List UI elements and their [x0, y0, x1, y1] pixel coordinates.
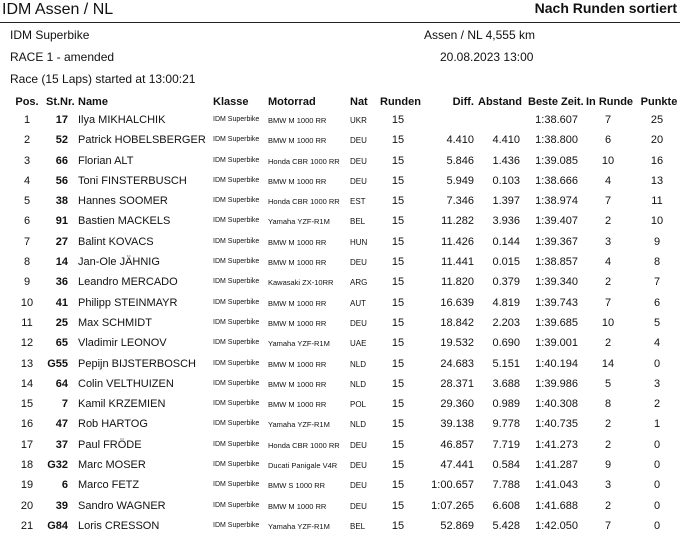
cell-inlap: 7: [604, 195, 612, 208]
cell-bike: BMW M 1000 RR: [268, 258, 327, 268]
table-row: [0, 517, 680, 537]
cell-nat: DEU: [350, 136, 367, 146]
header-laps: Runden: [380, 96, 421, 108]
cell-gap: 0.584: [492, 459, 520, 472]
cell-pos: 2: [23, 134, 31, 147]
cell-best: 1:39.685: [535, 316, 578, 329]
cell-nat: DEU: [350, 461, 367, 471]
cell-stnr: 56: [55, 174, 68, 187]
cell-nat: UAE: [350, 339, 367, 349]
cell-bike: BMW M 1000 RR: [268, 136, 327, 146]
cell-stnr: 25: [55, 316, 68, 329]
cell-inlap: 5: [604, 377, 612, 390]
cell-nat: POL: [350, 400, 367, 410]
header-name: Name: [78, 96, 108, 108]
cell-pos: 1: [23, 114, 31, 126]
cell-stnr: 38: [55, 195, 68, 208]
cell-laps: 15: [391, 276, 405, 289]
cell-inlap: 3: [604, 479, 612, 492]
cell-bike: Yamaha YZF-R1M: [268, 420, 330, 430]
cell-inlap: 4: [604, 256, 612, 269]
cell-diff: 47.441: [440, 459, 474, 472]
cell-points: 7: [653, 276, 661, 289]
cell-class: IDM Superbike: [213, 197, 260, 205]
cell-name: Sandro WAGNER: [78, 499, 166, 512]
cell-class: IDM Superbike: [213, 440, 260, 448]
cell-points: 3: [653, 377, 661, 390]
cell-pos: 7: [23, 235, 31, 248]
cell-class: IDM Superbike: [213, 318, 260, 326]
header-class: Klasse: [213, 96, 249, 108]
cell-stnr: 36: [55, 276, 68, 289]
cell-nat: DEU: [350, 176, 367, 186]
cell-stnr: 39: [55, 499, 68, 512]
cell-nat: DEU: [350, 258, 367, 268]
cell-laps: 15: [391, 235, 405, 248]
cell-inlap: 2: [604, 215, 612, 228]
cell-inlap: 8: [604, 398, 612, 411]
cell-diff: 16.639: [440, 296, 474, 309]
cell-best: 1:40.194: [535, 357, 578, 370]
cell-bike: BMW M 1000 RR: [268, 116, 327, 125]
cell-class: IDM Superbike: [213, 461, 260, 469]
cell-name: Leandro MERCADO: [78, 276, 178, 289]
cell-bike: Yamaha YZF-R1M: [268, 217, 330, 227]
cell-points: 0: [653, 438, 661, 451]
cell-stnr: 64: [55, 377, 68, 390]
cell-gap: 7.719: [492, 438, 520, 451]
track-info: Assen / NL 4,555 km: [424, 28, 535, 42]
cell-laps: 15: [391, 134, 405, 147]
cell-name: Loris CRESSON: [78, 519, 160, 532]
cell-pos: 15: [20, 398, 34, 411]
cell-class: IDM Superbike: [213, 217, 260, 225]
cell-bike: Kawasaki ZX-10RR: [268, 278, 334, 288]
header-gap: Abstand: [478, 96, 522, 108]
cell-diff: 39.138: [440, 418, 474, 431]
cell-best: 1:39.743: [535, 296, 578, 309]
cell-gap: 0.690: [492, 337, 520, 350]
cell-laps: 15: [391, 499, 405, 512]
cell-gap: 0.379: [492, 276, 520, 289]
cell-stnr: 37: [55, 438, 68, 451]
cell-name: Hannes SOOMER: [78, 195, 168, 208]
cell-inlap: 2: [604, 499, 612, 512]
header-nat: Nat: [350, 96, 368, 108]
cell-pos: 19: [20, 479, 34, 492]
cell-name: Rob HARTOG: [78, 418, 148, 431]
cell-laps: 15: [391, 256, 405, 269]
cell-class: IDM Superbike: [213, 176, 260, 184]
cell-stnr: 7: [61, 398, 68, 411]
cell-stnr: 6: [61, 479, 68, 492]
cell-class: IDM Superbike: [213, 400, 260, 408]
table-row: [0, 314, 680, 334]
cell-stnr: 66: [55, 154, 68, 167]
cell-laps: 15: [391, 195, 405, 208]
cell-bike: Honda CBR 1000 RR: [268, 197, 340, 207]
cell-bike: Honda CBR 1000 RR: [268, 156, 340, 166]
table-row: [0, 476, 680, 496]
cell-class: IDM Superbike: [213, 298, 260, 306]
cell-points: 8: [653, 256, 661, 269]
cell-class: IDM Superbike: [213, 156, 260, 164]
cell-best: 1:40.735: [535, 418, 578, 431]
cell-best: 1:39.407: [535, 215, 578, 228]
cell-gap: 0.144: [492, 235, 520, 248]
cell-points: 0: [653, 459, 661, 472]
sort-label: Nach Runden sortiert: [534, 0, 677, 16]
cell-class: IDM Superbike: [213, 339, 260, 347]
cell-stnr: 27: [55, 235, 68, 248]
cell-name: Balint KOVACS: [78, 235, 154, 248]
cell-inlap: 6: [604, 134, 612, 147]
cell-stnr: G55: [47, 357, 68, 370]
table-row: [0, 395, 680, 415]
cell-stnr: 17: [55, 114, 68, 126]
cell-stnr: 47: [55, 418, 68, 431]
cell-best: 1:41.688: [535, 499, 578, 512]
cell-pos: 21: [20, 519, 34, 532]
cell-laps: 15: [391, 377, 405, 390]
cell-class: IDM Superbike: [213, 481, 260, 489]
cell-best: 1:40.308: [535, 398, 578, 411]
cell-bike: BMW S 1000 RR: [268, 481, 326, 491]
cell-stnr: 52: [55, 134, 68, 147]
title-bar: [0, 0, 680, 23]
header-inlap: In Runde: [586, 96, 634, 108]
cell-bike: BMW M 1000 RR: [268, 501, 327, 511]
cell-inlap: 10: [601, 154, 615, 167]
cell-best: 1:41.273: [535, 438, 578, 451]
race-datetime: 20.08.2023 13:00: [440, 50, 534, 64]
header-points: Punkte: [640, 96, 678, 108]
cell-laps: 15: [391, 479, 405, 492]
cell-bike: BMW M 1000 RR: [268, 400, 327, 410]
cell-best: 1:41.043: [535, 479, 578, 492]
cell-points: 16: [650, 154, 664, 167]
cell-laps: 15: [391, 438, 405, 451]
cell-gap: 6.608: [492, 499, 520, 512]
cell-pos: 16: [20, 418, 34, 431]
cell-nat: AUT: [350, 298, 366, 308]
cell-points: 0: [653, 519, 661, 532]
header-best: Beste Zeit.: [528, 96, 584, 108]
cell-best: 1:39.001: [535, 337, 578, 350]
cell-points: 25: [650, 114, 664, 126]
cell-gap: 5.151: [492, 357, 520, 370]
cell-diff: 11.426: [441, 235, 474, 248]
cell-points: 4: [653, 337, 661, 350]
cell-points: 0: [653, 499, 661, 512]
cell-gap: 1.397: [492, 195, 520, 208]
cell-name: Colin VELTHUIZEN: [78, 377, 174, 390]
cell-pos: 5: [23, 195, 31, 208]
cell-diff: 11.820: [441, 276, 474, 289]
cell-laps: 15: [391, 398, 405, 411]
cell-nat: DEU: [350, 501, 367, 511]
cell-gap: 3.936: [492, 215, 520, 228]
cell-pos: 8: [23, 256, 31, 269]
cell-inlap: 2: [604, 438, 612, 451]
cell-best: 1:38.857: [535, 256, 578, 269]
cell-points: 0: [653, 479, 661, 492]
cell-name: Marc MOSER: [78, 459, 146, 472]
cell-stnr: 14: [55, 256, 68, 269]
cell-points: 11: [651, 195, 663, 208]
cell-diff: 19.532: [440, 337, 474, 350]
cell-inlap: 10: [601, 316, 615, 329]
cell-points: 13: [650, 174, 664, 187]
cell-name: Pepijn BIJSTERBOSCH: [78, 357, 196, 370]
table-row: [0, 111, 680, 131]
cell-laps: 15: [391, 316, 405, 329]
cell-pos: 17: [20, 438, 34, 451]
cell-laps: 15: [391, 215, 405, 228]
cell-diff: 1:07.265: [431, 499, 474, 512]
header-bike: Motorrad: [268, 96, 316, 108]
page-title: IDM Assen / NL: [2, 1, 114, 18]
cell-nat: DEU: [350, 318, 367, 328]
cell-pos: 14: [20, 377, 34, 390]
cell-pos: 11: [21, 316, 33, 329]
cell-best: 1:38.607: [535, 114, 578, 126]
cell-inlap: 3: [604, 235, 612, 248]
cell-pos: 12: [20, 337, 34, 350]
table-row: [0, 415, 680, 435]
cell-inlap: 2: [604, 276, 612, 289]
cell-pos: 3: [23, 154, 31, 167]
cell-nat: BEL: [350, 521, 366, 531]
table-row: [0, 192, 680, 212]
header-stnr: St.Nr.: [46, 96, 75, 108]
cell-points: 9: [653, 235, 661, 248]
cell-diff: 24.683: [440, 357, 474, 370]
cell-points: 10: [650, 215, 664, 228]
cell-class: IDM Superbike: [213, 501, 260, 509]
cell-nat: DEU: [350, 481, 367, 491]
cell-class: IDM Superbike: [213, 258, 260, 266]
cell-diff: 11.441: [441, 256, 474, 269]
cell-diff: 29.360: [440, 398, 474, 411]
cell-inlap: 7: [604, 296, 612, 309]
cell-nat: NLD: [350, 420, 367, 430]
table-row: [0, 334, 680, 354]
cell-bike: Yamaha YZF-R1M: [268, 339, 330, 349]
cell-gap: 4.819: [492, 296, 520, 309]
header-pos: Pos.: [15, 96, 39, 108]
race-name: RACE 1 - amended: [10, 50, 115, 64]
cell-gap: 0.103: [492, 174, 520, 187]
cell-laps: 15: [391, 174, 405, 187]
cell-best: 1:38.974: [535, 195, 578, 208]
cell-points: 0: [653, 357, 661, 370]
cell-best: 1:38.666: [535, 174, 578, 187]
cell-diff: 4.410: [446, 134, 474, 147]
cell-laps: 15: [391, 296, 405, 309]
cell-bike: BMW M 1000 RR: [268, 298, 327, 308]
cell-inlap: 9: [604, 459, 612, 472]
cell-points: 5: [653, 316, 661, 329]
cell-diff: 52.869: [440, 519, 474, 532]
table-row: [0, 456, 680, 476]
cell-points: 1: [653, 418, 661, 431]
cell-laps: 15: [391, 459, 405, 472]
cell-class: IDM Superbike: [213, 237, 260, 245]
cell-class: IDM Superbike: [213, 420, 260, 428]
table-row: [0, 436, 680, 456]
cell-nat: HUN: [350, 237, 368, 247]
cell-gap: 5.428: [492, 519, 520, 532]
cell-stnr: 41: [55, 296, 68, 309]
cell-inlap: 14: [601, 357, 615, 370]
cell-name: Jan-Ole JÄHNIG: [78, 256, 160, 269]
results-table: [0, 111, 680, 537]
cell-stnr: G32: [47, 459, 68, 472]
cell-name: Bastien MACKELS: [78, 215, 171, 228]
cell-best: 1:38.800: [535, 134, 578, 147]
cell-name: Philipp STEINMAYR: [78, 296, 178, 309]
table-row: [0, 253, 680, 273]
cell-pos: 4: [23, 174, 31, 187]
cell-diff: 18.842: [440, 316, 474, 329]
cell-name: Kamil KRZEMIEN: [78, 398, 166, 411]
start-info: Race (15 Laps) started at 13:00:21: [10, 72, 196, 86]
cell-nat: NLD: [350, 359, 367, 369]
cell-laps: 15: [391, 519, 405, 532]
cell-bike: BMW M 1000 RR: [268, 359, 327, 369]
cell-bike: BMW M 1000 RR: [268, 237, 327, 247]
cell-bike: BMW M 1000 RR: [268, 318, 327, 328]
cell-gap: 4.410: [492, 134, 520, 147]
cell-nat: NLD: [350, 379, 367, 389]
cell-class: IDM Superbike: [213, 278, 260, 286]
cell-nat: DEU: [350, 440, 367, 450]
cell-nat: UKR: [350, 116, 367, 125]
cell-gap: 2.203: [492, 316, 520, 329]
cell-diff: 1:00.657: [431, 479, 474, 492]
cell-nat: DEU: [350, 156, 367, 166]
table-row: [0, 152, 680, 172]
cell-class: IDM Superbike: [213, 116, 260, 123]
cell-diff: 28.371: [440, 377, 474, 390]
cell-nat: BEL: [350, 217, 366, 227]
cell-name: Patrick HOBELSBERGER: [78, 134, 206, 147]
cell-pos: 10: [20, 296, 34, 309]
cell-inlap: 2: [604, 418, 612, 431]
cell-stnr: G84: [47, 519, 68, 532]
cell-gap: 1.436: [492, 154, 520, 167]
cell-diff: 11.282: [441, 215, 474, 228]
cell-name: Florian ALT: [78, 154, 134, 167]
cell-inlap: 7: [604, 519, 612, 532]
cell-gap: 9.778: [492, 418, 520, 431]
table-row: [0, 131, 680, 151]
cell-laps: 15: [391, 357, 405, 370]
cell-gap: 3.688: [492, 377, 520, 390]
table-row: [0, 172, 680, 192]
table-row: [0, 233, 680, 253]
cell-best: 1:41.287: [535, 459, 578, 472]
cell-name: Max SCHMIDT: [78, 316, 152, 329]
cell-class: IDM Superbike: [213, 521, 260, 529]
table-row: [0, 273, 680, 293]
cell-bike: Yamaha YZF-R1M: [268, 521, 330, 531]
table-header: [0, 96, 680, 110]
cell-laps: 15: [391, 154, 405, 167]
cell-points: 20: [650, 134, 664, 147]
cell-name: Paul FRÖDE: [78, 438, 142, 451]
cell-name: Vladimir LEONOV: [78, 337, 167, 350]
cell-gap: 0.989: [492, 398, 520, 411]
cell-pos: 6: [23, 215, 31, 228]
cell-diff: 46.857: [440, 438, 474, 451]
cell-best: 1:42.050: [535, 519, 578, 532]
cell-inlap: 7: [604, 114, 612, 126]
cell-inlap: 2: [604, 337, 612, 350]
cell-class: IDM Superbike: [213, 379, 260, 387]
table-row: [0, 497, 680, 517]
series-name: IDM Superbike: [10, 28, 90, 42]
cell-laps: 15: [391, 337, 405, 350]
table-row: [0, 355, 680, 375]
cell-diff: 5.846: [446, 154, 474, 167]
cell-gap: 0.015: [492, 256, 520, 269]
cell-bike: Ducati Panigale V4R: [268, 461, 338, 471]
cell-pos: 18: [20, 459, 34, 472]
table-row: [0, 212, 680, 232]
cell-bike: BMW M 1000 RR: [268, 176, 327, 186]
cell-name: Toni FINSTERBUSCH: [78, 174, 187, 187]
cell-pos: 13: [20, 357, 34, 370]
cell-best: 1:39.367: [535, 235, 578, 248]
table-row: [0, 375, 680, 395]
cell-name: Ilya MIKHALCHIK: [78, 114, 166, 126]
cell-class: IDM Superbike: [213, 359, 260, 367]
cell-bike: Honda CBR 1000 RR: [268, 440, 340, 450]
cell-class: IDM Superbike: [213, 136, 260, 144]
cell-diff: 5.949: [446, 174, 474, 187]
cell-best: 1:39.085: [535, 154, 578, 167]
cell-points: 6: [653, 296, 661, 309]
cell-nat: EST: [350, 197, 366, 207]
cell-name: Marco FETZ: [78, 479, 140, 492]
cell-points: 2: [653, 398, 661, 411]
cell-pos: 9: [23, 276, 31, 289]
cell-bike: BMW M 1000 RR: [268, 379, 327, 389]
cell-stnr: 65: [55, 337, 68, 350]
cell-stnr: 91: [55, 215, 68, 228]
table-row: [0, 294, 680, 314]
cell-nat: ARG: [350, 278, 368, 288]
cell-pos: 20: [20, 499, 34, 512]
cell-laps: 15: [391, 114, 405, 126]
cell-diff: 7.346: [446, 195, 474, 208]
cell-gap: 7.788: [492, 479, 520, 492]
header-diff: Diff.: [452, 96, 474, 108]
cell-best: 1:39.340: [535, 276, 578, 289]
cell-laps: 15: [391, 418, 405, 431]
cell-inlap: 4: [604, 174, 612, 187]
cell-best: 1:39.986: [535, 377, 578, 390]
